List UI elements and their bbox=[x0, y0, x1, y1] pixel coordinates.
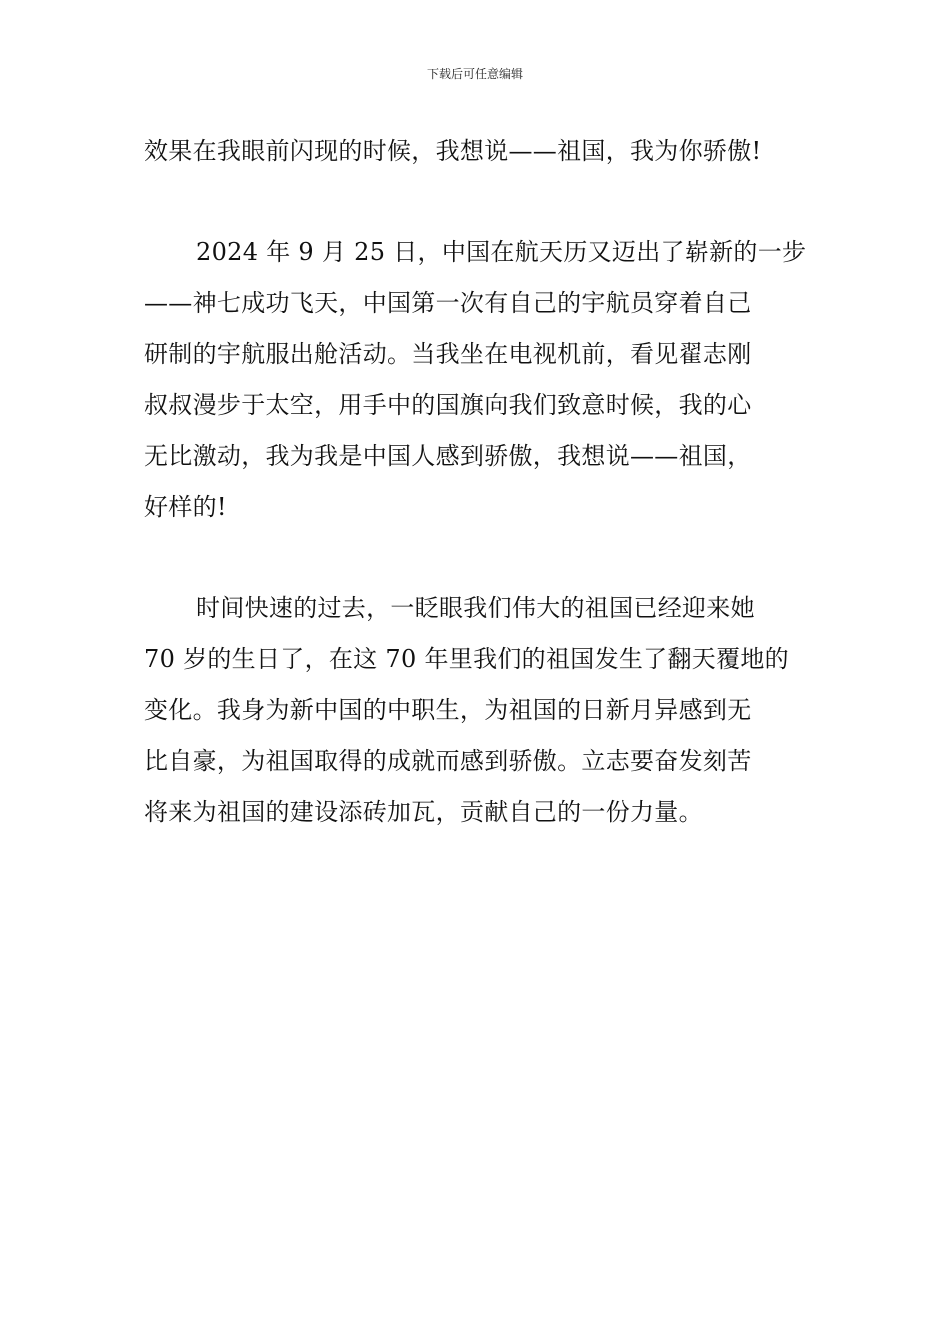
paragraph-line: 时间快速的过去，一眨眼我们伟大的祖国已经迎来她 bbox=[196, 594, 755, 622]
paragraph-line: 将来为祖国的建设添砖加瓦，贡献自己的一份力量。 bbox=[144, 798, 703, 826]
paragraph-spacer bbox=[144, 533, 806, 583]
paragraph-line: ——神七成功飞天，中国第一次有自己的宇航员穿着自己 bbox=[144, 289, 752, 317]
paragraph-line: 效果在我眼前闪现的时候，我想说——祖国，我为你骄傲! bbox=[144, 137, 762, 165]
paragraph-line: 比自豪，为祖国取得的成就而感到骄傲。立志要奋发刻苦 bbox=[144, 747, 752, 775]
paragraph-line: 变化。我身为新中国的中职生，为祖国的日新月异感到无 bbox=[144, 696, 752, 724]
paragraph-line: 叔叔漫步于太空，用手中的国旗向我们致意时候，我的心 bbox=[144, 391, 752, 419]
paragraph-line: 70 岁的生日了，在这 70 年里我们的祖国发生了翻天覆地的 bbox=[144, 645, 789, 673]
paragraph-spacer bbox=[144, 177, 806, 227]
paragraph-3 bbox=[144, 583, 806, 838]
paragraph-line: 无比激动，我为我是中国人感到骄傲，我想说——祖国， bbox=[144, 442, 752, 470]
paragraph-2 bbox=[144, 227, 806, 533]
paragraph-1 bbox=[144, 126, 806, 177]
page-header: 下载后可任意编辑 bbox=[426, 67, 523, 81]
paragraph-line: 研制的宇航服出舱活动。当我坐在电视机前，看见翟志刚 bbox=[144, 340, 752, 368]
paragraph-line: 2024 年 9 月 25 日，中国在航天历又迈出了崭新的一步 bbox=[196, 238, 807, 266]
paragraph-line: 好样的! bbox=[144, 493, 227, 521]
document-body bbox=[144, 126, 806, 838]
